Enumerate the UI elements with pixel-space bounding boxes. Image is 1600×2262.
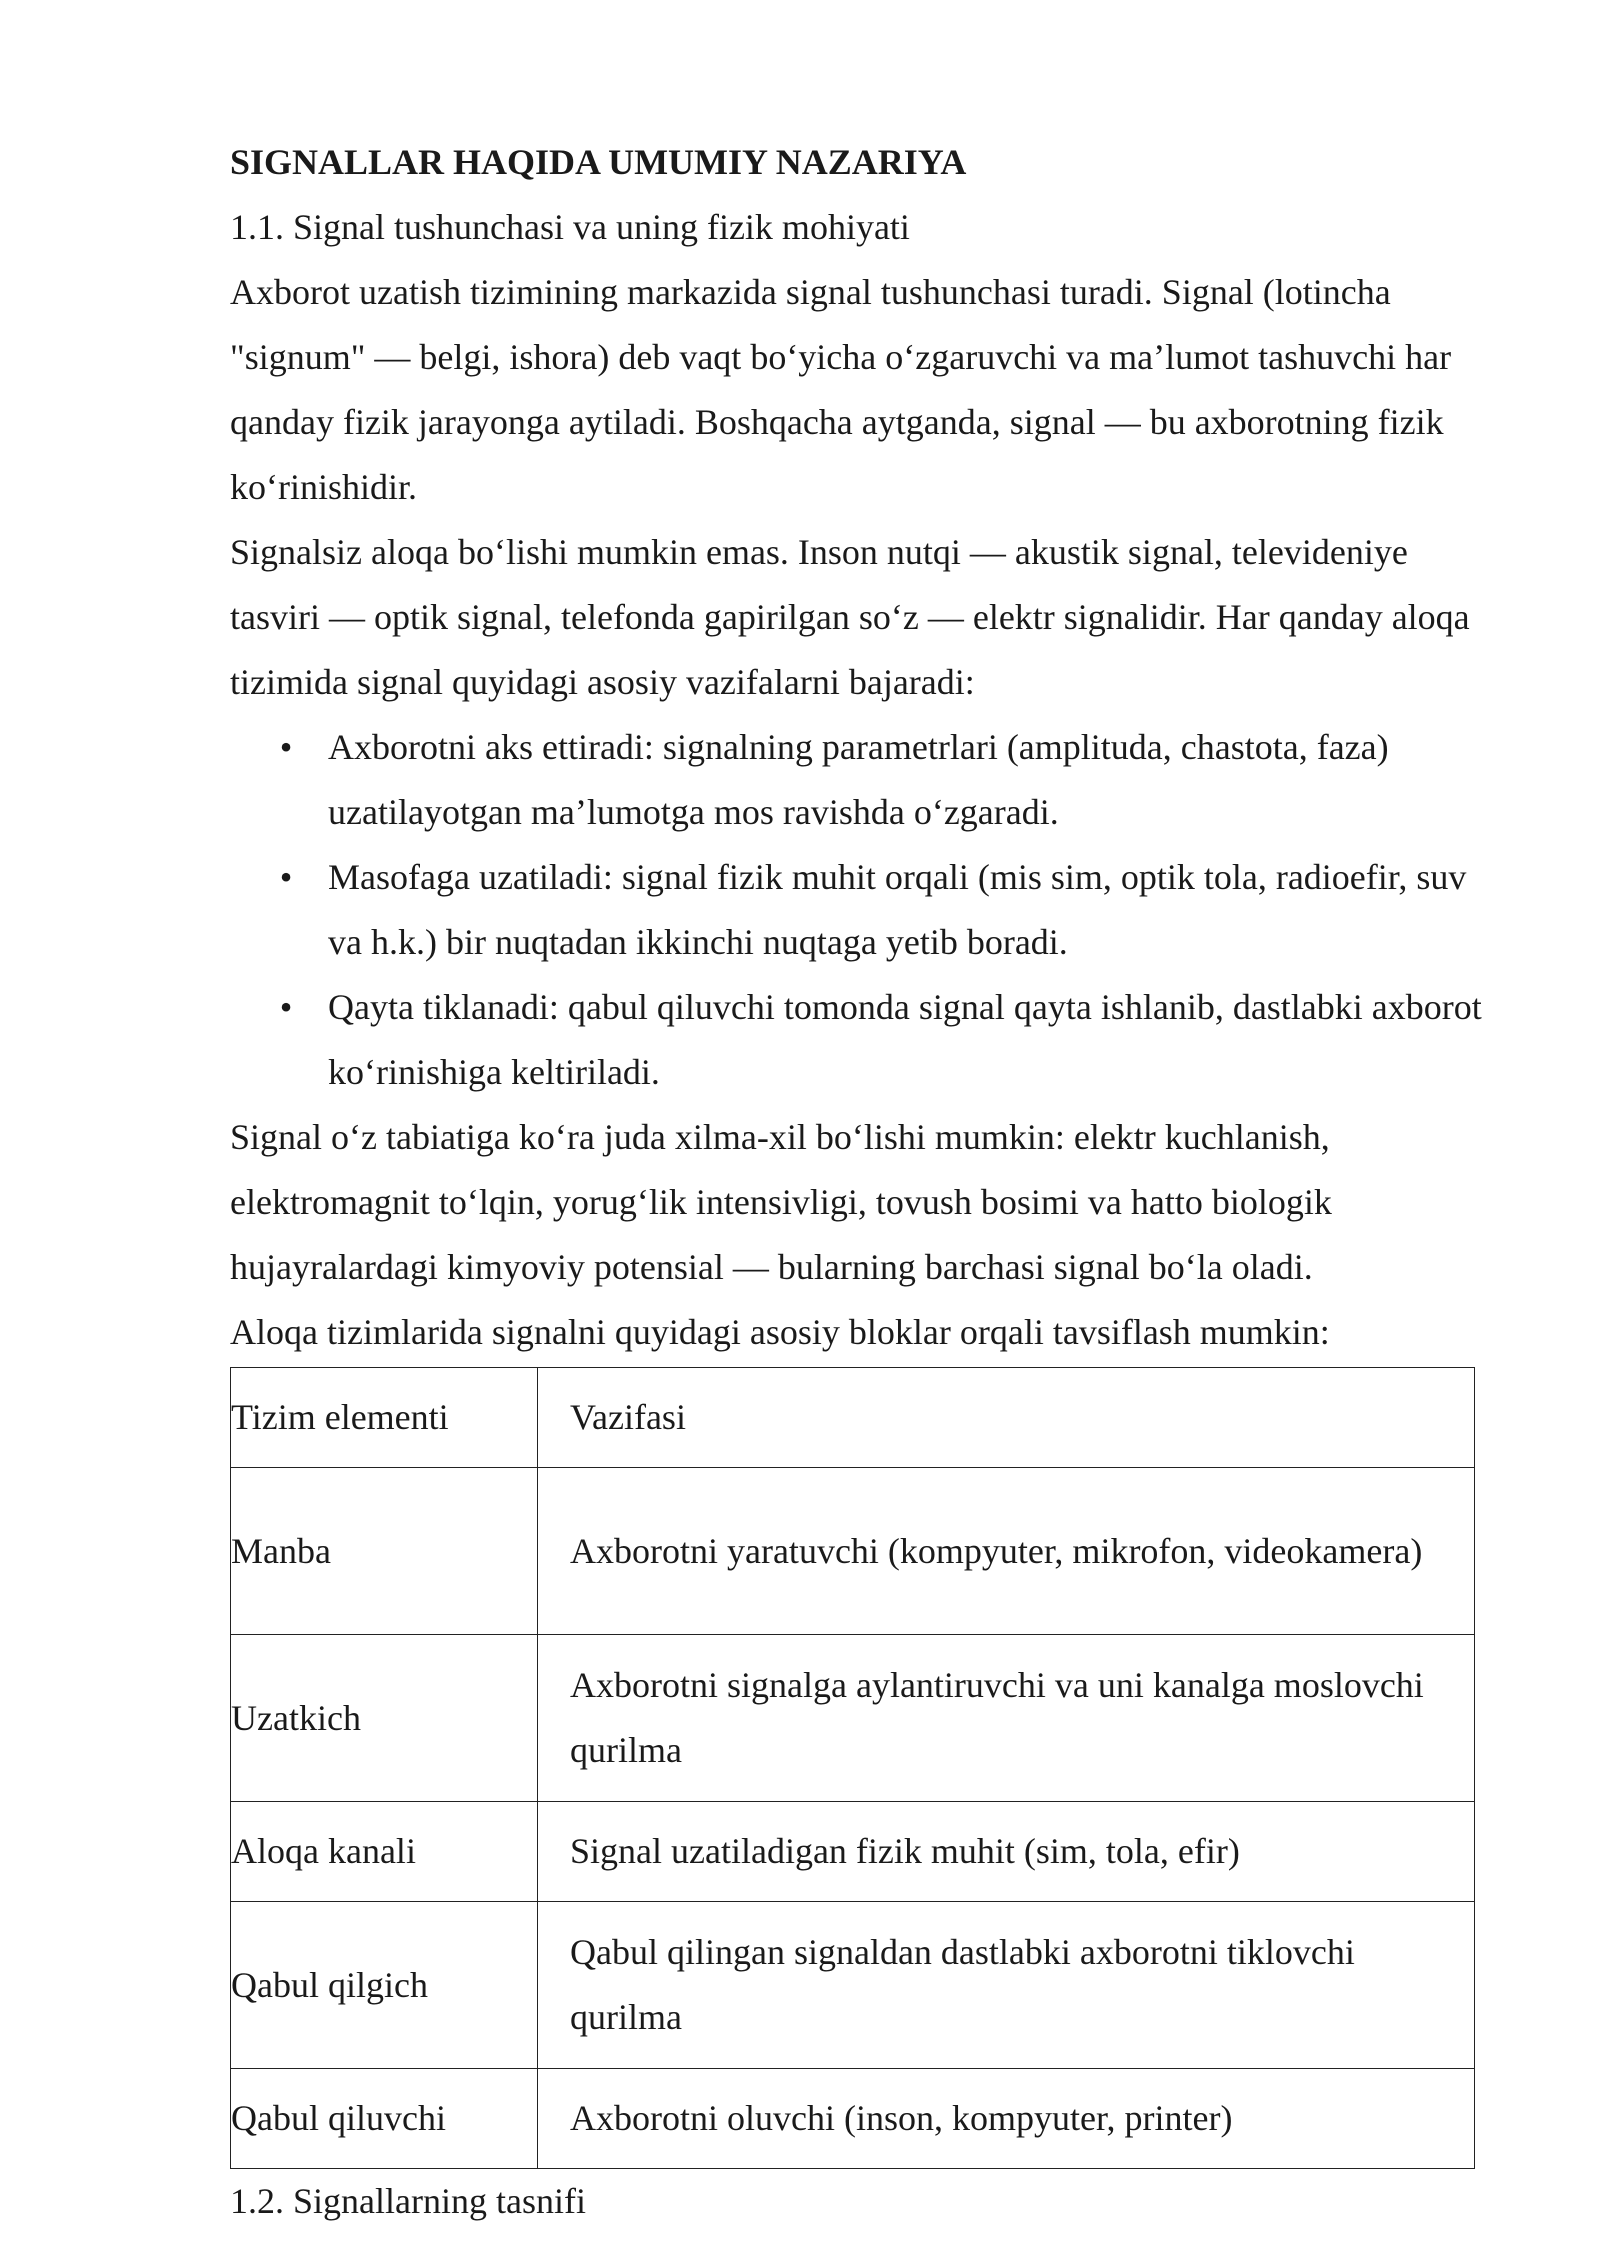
- table-cell: Signal uzatiladigan fizik muhit (sim, tola, efir): [538, 1802, 1475, 1902]
- paragraph-3: Signal o‘z tabiatiga ko‘ra juda xilma-xil bo‘lishi mumkin: elektr kuchlanish, elektromagnit to‘lqin, yorug‘lik intensivligi, tovush bosimi va hatto biologik hujayralardagi kimyoviy potensial — bularning barchasi signal bo‘la oladi.: [230, 1117, 1332, 1287]
- bullet-icon: •: [279, 727, 293, 767]
- table-row: [231, 1635, 1475, 1802]
- table-cell: Uzatkich: [231, 1635, 538, 1802]
- system-elements-table: [230, 1367, 1475, 2169]
- list-item: [230, 975, 1490, 1105]
- paragraph-2: Signalsiz aloqa bo‘lishi mumkin emas. Inson nutqi — akustik signal, televideniye tasviri — optik signal, telefonda gapirilgan so‘z — elektr signalidir. Har qanday aloqa tizimida signal quyidagi asosiy vazifalarni bajaradi:: [230, 532, 1470, 702]
- table-row: [231, 1468, 1475, 1635]
- table-row: [231, 2069, 1475, 2169]
- paragraph-1: Axborot uzatish tizimining markazida signal tushunchasi turadi. Signal (lotincha "signum" — belgi, ishora) deb vaqt bo‘yicha o‘zgaruvchi va ma’lumot tashuvchi har qanday fizik jarayonga aytiladi. Boshqacha aytganda, signal — bu axborotning fizik ko‘rinishidir.: [230, 272, 1452, 507]
- bullet-icon: •: [279, 987, 293, 1027]
- table-cell: Aloqa kanali: [231, 1802, 538, 1902]
- table-cell: Axborotni oluvchi (inson, kompyuter, printer): [538, 2069, 1475, 2169]
- table-cell: Manba: [231, 1468, 538, 1635]
- table-cell: Axborotni yaratuvchi (kompyuter, mikrofon, videokamera): [538, 1468, 1475, 1635]
- list-item: [230, 845, 1490, 975]
- bullet-icon: •: [279, 857, 293, 897]
- bullet-list: [230, 715, 1490, 1105]
- table-header-cell: Tizim elementi: [231, 1368, 538, 1468]
- list-item-text: Qayta tiklanadi: qabul qiluvchi tomonda signal qayta ishlanib, dastlabki axborot ko‘rinishiga keltiriladi.: [328, 987, 1482, 1092]
- paragraph-4: Aloqa tizimlarida signalni quyidagi asosiy bloklar orqali tavsiflash mumkin:: [230, 1312, 1330, 1352]
- list-item-text: Axborotni aks ettiradi: signalning parametrlari (amplituda, chastota, faza) uzatilayotgan ma’lumotga mos ravishda o‘zgaradi.: [328, 727, 1389, 832]
- table-row: [231, 1802, 1475, 1902]
- document-heading: SIGNALLAR HAQIDA UMUMIY NAZARIYA: [230, 142, 967, 182]
- table-cell: Qabul qiluvchi: [231, 2069, 538, 2169]
- table-header-cell: Vazifasi: [538, 1368, 1475, 1468]
- section-1-2-title: 1.2. Signallarning tasnifi: [230, 2181, 586, 2221]
- list-item: [230, 715, 1490, 845]
- section-1-1-title: 1.1. Signal tushunchasi va uning fizik mohiyati: [230, 207, 910, 247]
- table-cell: Axborotni signalga aylantiruvchi va uni kanalga moslovchi qurilma: [538, 1635, 1475, 1802]
- table-cell: Qabul qilingan signaldan dastlabki axborotni tiklovchi qurilma: [538, 1902, 1475, 2069]
- table-row: [231, 1902, 1475, 2069]
- table-cell: Qabul qilgich: [231, 1902, 538, 2069]
- table-header-row: [231, 1368, 1475, 1468]
- list-item-text: Masofaga uzatiladi: signal fizik muhit orqali (mis sim, optik tola, radioefir, suv va h.k.) bir nuqtadan ikkinchi nuqtaga yetib boradi.: [328, 857, 1467, 962]
- document-page: [230, 130, 1490, 2234]
